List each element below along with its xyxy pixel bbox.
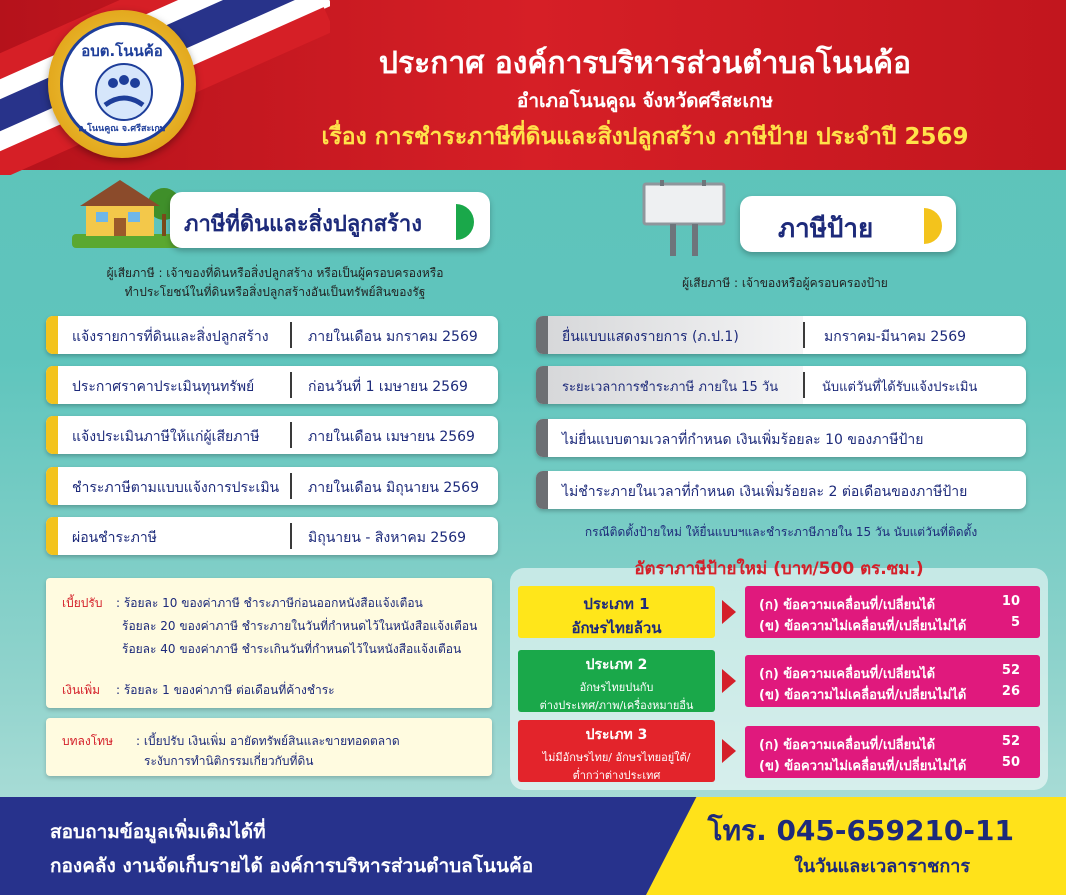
row-value: มกราคม-มีนาคม 2569	[824, 329, 967, 345]
row-value: มิถุนายน - สิงหาคม 2569	[308, 530, 467, 546]
fines-line-3: ร้อยละ 40 ของค่าภาษี ชำระเกินวันที่กำหนดไว้ในหนังสือแจ้งเตือน	[122, 642, 462, 656]
penalty-line-1: : เบี้ยปรับ เงินเพิ่ม อายัดทรัพย์สินและขายทอดตลาด	[136, 734, 400, 748]
footer-department: กองคลัง งานจัดเก็บรายได้ องค์การบริหารส่วนตำบลโนนค้อ	[50, 855, 534, 877]
sign-tax-title: ภาษีป้าย	[778, 214, 874, 244]
category-2-rates	[745, 655, 1040, 707]
sign-full-row-1	[536, 419, 1026, 457]
category-desc: อักษรไทยล้วน	[571, 619, 662, 637]
fines-line-1: : ร้อยละ 10 ของค่าภาษี ชำระภาษีก่อนออกหนังสือแจ้งเตือน	[116, 596, 423, 610]
land-row-2	[46, 366, 498, 404]
sign-tax-title-card	[740, 196, 956, 252]
category-desc-2: ต่างประเทศ/ภาพ/เครื่องหมายอื่น	[539, 699, 694, 712]
row-accent	[46, 517, 58, 555]
arrow-icon	[722, 739, 736, 763]
row-divider	[290, 372, 292, 398]
sign-row-2	[536, 366, 1026, 404]
row-value: ก่อนวันที่ 1 เมษายน 2569	[308, 379, 468, 395]
handshake-icon	[95, 63, 153, 121]
footer-contact-heading: สอบถามข้อมูลเพิ่มเติมได้ที่	[50, 821, 266, 843]
rate-moving-label: (ก) ข้อความเคลื่อนที่/เปลี่ยนได้	[759, 667, 936, 682]
land-row-5	[46, 517, 498, 555]
surcharge-label: เงินเพิ่ม	[62, 683, 101, 697]
fines-label: เบี้ยปรับ	[62, 596, 103, 610]
house-icon	[72, 172, 182, 252]
category-desc-1: อักษรไทยปนกับ	[579, 681, 654, 694]
category-desc-2: ต่ำกว่าต่างประเทศ	[572, 769, 661, 782]
rate-fixed-label: (ข) ข้อความไม่เคลื่อนที่/เปลี่ยนไม่ได้	[759, 759, 967, 774]
footer-bar	[0, 797, 1066, 895]
row-divider	[803, 322, 805, 348]
fines-line-2: ร้อยละ 20 ของค่าภาษี ชำระภายในวันที่กำหนดไว้ในหนังสือแจ้งเตือน	[122, 619, 478, 633]
row-divider	[290, 322, 292, 348]
row-accent	[46, 467, 58, 505]
row-accent	[46, 366, 58, 404]
rate-fixed-value: 50	[1001, 755, 1020, 770]
row-accent	[536, 471, 548, 509]
arrow-icon	[722, 600, 736, 624]
rate-fixed-label: (ข) ข้อความไม่เคลื่อนที่/เปลี่ยนไม่ได้	[759, 619, 967, 634]
footer-hours: ในวันและเวลาราชการ	[794, 856, 970, 877]
rate-moving-value: 52	[1001, 663, 1020, 678]
penalty-label: บทลงโทษ	[62, 734, 114, 748]
land-tax-title-card	[170, 192, 490, 248]
row-value: ภายในเดือน มกราคม 2569	[308, 329, 478, 345]
penalty-box	[46, 718, 492, 776]
row-label: ไม่ยื่นแบบตามเวลาที่กำหนด เงินเพิ่มร้อยละ 10 ของภาษีป้าย	[562, 432, 924, 448]
category-desc-1: ไม่มีอักษรไทย/ อักษรไทยอยู่ใต้/	[542, 751, 691, 764]
green-halfcircle-icon	[456, 204, 474, 240]
new-sign-note: กรณีติดตั้งป้ายใหม่ ให้ยื่นแบบฯและชำระภาษีภายใน 15 วัน นับแต่วันที่ติดตั้ง	[584, 525, 978, 539]
arrow-icon	[722, 669, 736, 693]
surcharge-text: : ร้อยละ 1 ของค่าภาษี ต่อเดือนที่ค้างชำระ	[116, 683, 335, 697]
category-1-box	[518, 586, 715, 638]
sign-full-row-2	[536, 471, 1026, 509]
subject-line: เรื่อง การชำระภาษีที่ดินและสิ่งปลูกสร้าง ภาษีป้าย ประจำปี 2569	[321, 124, 969, 150]
land-tax-payer-line1: ผู้เสียภาษี : เจ้าของที่ดินหรือสิ่งปลูกสร้าง หรือเป็นผู้ครอบครองหรือ	[106, 266, 444, 280]
row-divider	[803, 372, 805, 398]
sign-tax-payer: ผู้เสียภาษี : เจ้าของหรือผู้ครอบครองป้าย	[682, 276, 888, 290]
logo-bottom-text: อ.โนนคูณ จ.ศรีสะเกษ	[78, 124, 166, 134]
land-row-3	[46, 416, 498, 454]
penalty-line-2: ระงับการทำนิติกรรมเกี่ยวกับที่ดิน	[144, 754, 314, 768]
category-3-box	[518, 720, 715, 782]
row-accent	[536, 419, 548, 457]
row-accent	[46, 316, 58, 354]
land-tax-payer-line2: ทำประโยชน์ในที่ดินหรือสิ่งปลูกสร้างอันเป็นทรัพย์สินของรัฐ	[124, 285, 426, 299]
row-label: ระยะเวลาการชำระภาษี ภายใน 15 วัน	[562, 380, 779, 395]
category-2-box	[518, 650, 715, 712]
land-tax-title: ภาษีที่ดินและสิ่งปลูกสร้าง	[184, 212, 422, 237]
row-value: ภายในเดือน มิถุนายน 2569	[308, 480, 479, 496]
row-divider	[290, 422, 292, 448]
category-1-rates	[745, 586, 1040, 638]
rate-fixed-value: 26	[1001, 684, 1020, 699]
category-name: ประเภท 3	[585, 727, 648, 743]
row-divider	[290, 473, 292, 499]
row-label: แจ้งประเมินภาษีให้แก่ผู้เสียภาษี	[72, 429, 260, 445]
rate-moving-label: (ก) ข้อความเคลื่อนที่/เปลี่ยนได้	[759, 738, 936, 753]
row-accent	[46, 416, 58, 454]
category-name: ประเภท 2	[585, 657, 648, 673]
category-name: ประเภท 1	[583, 595, 650, 613]
fines-box	[46, 578, 492, 708]
land-row-4	[46, 467, 498, 505]
sign-row-1	[536, 316, 1026, 354]
rate-fixed-label: (ข) ข้อความไม่เคลื่อนที่/เปลี่ยนไม่ได้	[759, 688, 967, 703]
row-label: ไม่ชำระภายในเวลาที่กำหนด เงินเพิ่มร้อยละ 2 ต่อเดือนของภาษีป้าย	[562, 484, 968, 500]
row-value: ภายในเดือน เมษายน 2569	[308, 429, 475, 445]
rate-moving-value: 52	[1001, 734, 1020, 749]
rates-title: อัตราภาษีป้ายใหม่ (บาท/500 ตร.ซม.)	[634, 559, 924, 579]
page-title: ประกาศ องค์การบริหารส่วนตำบลโนนค้อ	[378, 46, 912, 81]
row-accent	[536, 366, 548, 404]
logo-top-text: อบต.โนนค้อ	[81, 42, 163, 60]
row-label: ชำระภาษีตามแบบแจ้งการประเมิน	[72, 480, 280, 496]
district-subtitle: อำเภอโนนคูณ จังหวัดศรีสะเกษ	[516, 90, 774, 112]
rate-moving-label: (ก) ข้อความเคลื่อนที่/เปลี่ยนได้	[759, 598, 936, 613]
rate-moving-value: 10	[1001, 594, 1020, 609]
row-label: ยื่นแบบแสดงรายการ (ภ.ป.1)	[562, 329, 739, 345]
land-row-1	[46, 316, 498, 354]
row-label: แจ้งรายการที่ดินและสิ่งปลูกสร้าง	[72, 329, 269, 345]
obt-logo	[48, 10, 196, 158]
footer-phone: โทร. 045-659210-11	[707, 814, 1014, 847]
billboard-icon	[640, 178, 740, 256]
row-divider	[290, 523, 292, 549]
yellow-halfcircle-icon	[924, 208, 942, 244]
row-label: ผ่อนชำระภาษี	[72, 530, 157, 546]
row-label: ประกาศราคาประเมินทุนทรัพย์	[72, 379, 255, 395]
category-3-rates	[745, 726, 1040, 778]
row-accent	[536, 316, 548, 354]
rate-fixed-value: 5	[1010, 615, 1020, 630]
row-value: นับแต่วันที่ได้รับแจ้งประเมิน	[822, 380, 978, 395]
